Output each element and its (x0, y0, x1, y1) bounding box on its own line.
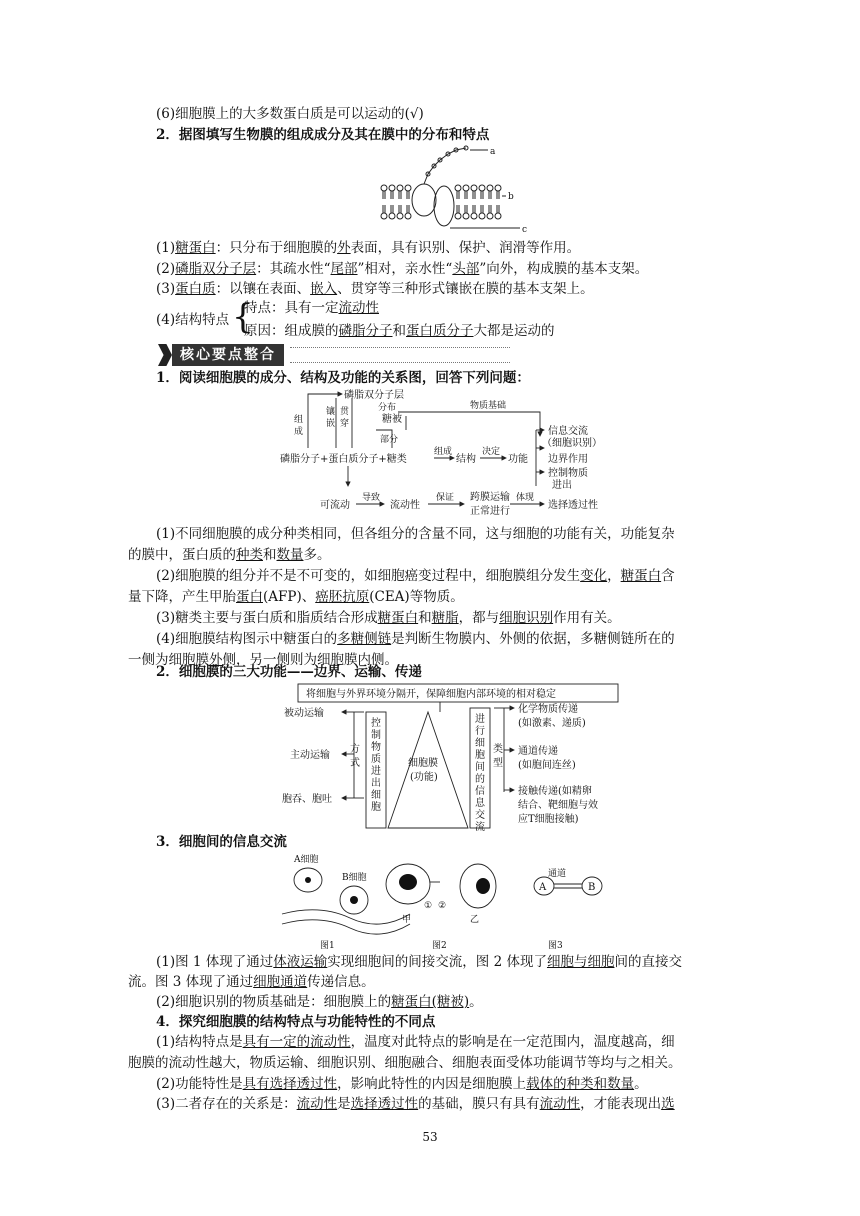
fig-cell-a: A细胞 (294, 855, 319, 865)
fn-info-vertical (475, 712, 486, 832)
svg-text:间: 间 (475, 762, 485, 773)
fn-top-box-text: 将细胞与外界环境分隔开，保障细胞内部环境的相对稳定 (306, 689, 556, 700)
fn-center1: 细胞膜 (408, 758, 438, 769)
fig-3-caption: 图3 (548, 941, 563, 951)
section-1-title: 1．阅读细胞膜的成分、结构及功能的关系图，回答下列问题： (156, 370, 530, 386)
fn-chem1: 化学物质传递 (518, 704, 578, 715)
svg-text:胞: 胞 (475, 750, 485, 761)
d-compose-v2: 成 (294, 427, 304, 437)
membrane-figure (370, 144, 530, 236)
fn-endo: 胞吞、胞吐 (282, 794, 332, 805)
d-embed-2: 嵌 (326, 419, 336, 429)
d-compose-h: 组成 (434, 447, 453, 457)
fig-1-caption: 图1 (320, 941, 335, 951)
fn-type1: 类 (493, 744, 503, 755)
svg-text:交: 交 (475, 810, 485, 821)
d-lipid-bilayer: 磷脂双分子层 (344, 390, 404, 401)
d-compose-v1: 组 (294, 415, 304, 425)
d-mobile: 可流动 (320, 500, 350, 511)
d-transport2: 正常进行 (470, 506, 510, 516)
svg-text:细: 细 (371, 790, 381, 801)
svg-text:进: 进 (371, 766, 381, 777)
svg-text:出: 出 (371, 778, 381, 789)
d-material-basis: 物质基础 (470, 401, 507, 411)
section-banner (158, 344, 510, 366)
fig-jia: 甲 (402, 915, 412, 925)
fill-item-2: (2)磷脂双分子层：其疏水性“尾部”相对，亲水性“头部”向外，构成膜的基本支架。 (156, 261, 649, 277)
d-fluidity: 流动性 (390, 500, 420, 511)
fn-control-vertical (371, 716, 381, 813)
info-exchange-figure (280, 852, 620, 952)
svg-text:进: 进 (475, 714, 485, 725)
section-4-title: 4．探究细胞膜的结构特点与功能特性的不同点 (156, 1014, 436, 1030)
s1-para-1a: (1)不同细胞膜的成分种类相同，但各组分的含量不同，这与细胞的功能有关，功能复杂 (156, 526, 675, 542)
fn-type2: 型 (493, 758, 503, 769)
question-2-title: 2．据图填写生物膜的组成成分及其在膜中的分布和特点 (156, 127, 490, 143)
svg-text:制: 制 (371, 730, 381, 741)
d-transport1: 跨膜运输 (470, 492, 510, 503)
svg-text:细: 细 (475, 738, 485, 749)
fn-passive: 被动运输 (284, 708, 324, 719)
fn-cont1: 接触传递(如精卵 (518, 786, 592, 797)
d-distribute: 分布 (378, 403, 397, 413)
s3-para-1b: 流。图 3 体现了通过细胞通道传递信息。 (128, 974, 375, 990)
d-components: 磷脂分子+蛋白质分子+糖类 (280, 454, 407, 465)
fill-item-4a: 特点：具有一定流动性 (244, 300, 379, 316)
label-a: a (490, 147, 496, 157)
s4-para-2: (2)功能特性是具有选择透过性，影响此特性的内因是细胞膜上载体的种类和数量。 (156, 1076, 648, 1092)
svg-text:信: 信 (475, 786, 485, 797)
nucleus-jia (399, 874, 417, 890)
s4-para-3: (3)二者存在的关系是：流动性是选择透过性的基础，膜只有具有流动性，才能表现出选 (156, 1096, 675, 1112)
fill-item-1: (1)糖蛋白：只分布于细胞膜的外表面，具有识别、保护、润滑等作用。 (156, 240, 581, 256)
d-selective: 选择透过性 (548, 500, 598, 511)
fill-item-4-brace: { (232, 297, 254, 337)
banner-arrow-icon (158, 344, 172, 366)
fig-n1: ① (424, 901, 433, 911)
banner-title: 核心要点整合 (172, 344, 284, 366)
d-structure: 结构 (456, 454, 476, 465)
d-glycocalyx: 糖被 (382, 414, 402, 425)
nucleus-yi (476, 878, 490, 894)
fig-channel: 通道 (548, 869, 567, 879)
fn-chan1: 通道传递 (518, 746, 558, 757)
s4-para-1b: 胞膜的流动性越大，物质运输、细胞识别、细胞融合、细胞表面受体功能调节等均与之相关。 (128, 1055, 682, 1071)
fill-item-3: (3)蛋白质：以镶在表面、嵌入、贯穿等三种形式镶嵌在膜的基本支架上。 (156, 281, 594, 297)
fn-method1: 方 (350, 744, 360, 755)
svg-text:质: 质 (371, 754, 381, 765)
d-control2: 进出 (552, 480, 572, 491)
d-lead: 导致 (362, 493, 381, 503)
d-through-1: 贯 (340, 407, 350, 417)
svg-text:控: 控 (371, 718, 381, 729)
svg-text:物: 物 (371, 742, 381, 753)
sugar-chain (424, 148, 466, 184)
section-2-title: 2．细胞膜的三大功能——边界、运输、传递 (156, 664, 422, 680)
s3-para-2: (2)细胞识别的物质基础是：细胞膜上的糖蛋白(糖被)。 (156, 994, 483, 1010)
svg-text:的: 的 (475, 774, 485, 785)
fn-method2: 式 (350, 758, 360, 769)
s1-para-2b: 量下降，产生甲胎蛋白(AFP)、癌胚抗原(CEA)等物质。 (128, 589, 464, 605)
fig-node-a: A (539, 882, 547, 893)
protein-right (434, 186, 454, 226)
bilayer-bottom (381, 205, 501, 219)
fill-item-4b: 原因：组成膜的磷脂分子和蛋白质分子大都是运动的 (244, 323, 555, 339)
fig-yi: 乙 (470, 915, 480, 925)
label-b: b (508, 192, 514, 202)
s1-para-4a: (4)细胞膜结构图示中糖蛋白的多糖侧链是判断生物膜内、外侧的依据，多糖侧链所在的 (156, 631, 675, 647)
fig-cell-b: B细胞 (342, 873, 367, 883)
s4-para-1a: (1)结构特点是具有一定的流动性，温度对此特点的影响是在一定范围内，温度越高，细 (156, 1034, 675, 1050)
fn-cont2: 结合、靶细胞与效 (518, 800, 598, 811)
fig-2-caption: 图2 (432, 941, 447, 951)
fill-item-4-label: (4)结构特点 (156, 312, 230, 328)
d-embody: 体现 (516, 493, 535, 503)
fig-node-b: B (588, 882, 596, 893)
protein-left (412, 184, 436, 216)
fig-n2: ② (438, 901, 447, 911)
s1-para-4b: 一侧为细胞膜外侧，另一侧则为细胞膜内侧。 (128, 652, 398, 668)
d-boundary: 边界作用 (548, 454, 588, 465)
fn-chan2: (如胞间连丝) (518, 760, 576, 771)
s3-para-1a: (1)图 1 体现了通过体液运输实现细胞间的间接交流，图 2 体现了细胞与细胞间的直接交 (156, 954, 682, 970)
fn-cont3: 应T细胞接触) (518, 814, 579, 825)
d-info2: （细胞识别） (542, 438, 602, 449)
d-determine: 决定 (482, 447, 501, 457)
s1-para-3: (3)糖类主要与蛋白质和脂质结合形成糖蛋白和糖脂，都与细胞识别作用有关。 (156, 610, 621, 626)
d-function: 功能 (508, 454, 528, 465)
d-through-2: 穿 (340, 419, 350, 429)
line-item-6: (6)细胞膜上的大多数蛋白质是可以运动的(√) (156, 106, 424, 122)
fn-active: 主动运输 (290, 750, 330, 761)
composition-structure-function-diagram (280, 386, 620, 516)
svg-text:行: 行 (475, 726, 485, 737)
s1-para-2a: (2)细胞膜的组分并不是不可变的，如细胞癌变过程中，细胞膜组分发生变化，糖蛋白含 (156, 568, 675, 584)
svg-text:息: 息 (475, 798, 485, 809)
d-control1: 控制物质 (548, 468, 588, 479)
s1-para-1b: 的膜中，蛋白质的种类和数量多。 (128, 547, 331, 563)
label-c: c (522, 225, 528, 235)
svg-text:胞: 胞 (371, 802, 381, 813)
three-functions-diagram (280, 682, 630, 832)
banner-dots (290, 347, 510, 363)
svg-text:流: 流 (475, 822, 485, 832)
fn-center2: (功能) (410, 772, 438, 783)
section-3-title: 3．细胞间的信息交流 (156, 834, 287, 850)
d-part: 部分 (380, 435, 399, 445)
center-triangle (388, 712, 468, 828)
d-embed-1: 镶 (326, 407, 336, 417)
d-ensure: 保证 (436, 493, 455, 503)
fn-chem2: (如激素、递质) (518, 718, 586, 729)
d-info1: 信息交流 (548, 426, 588, 437)
page-number: 53 (422, 1130, 438, 1144)
